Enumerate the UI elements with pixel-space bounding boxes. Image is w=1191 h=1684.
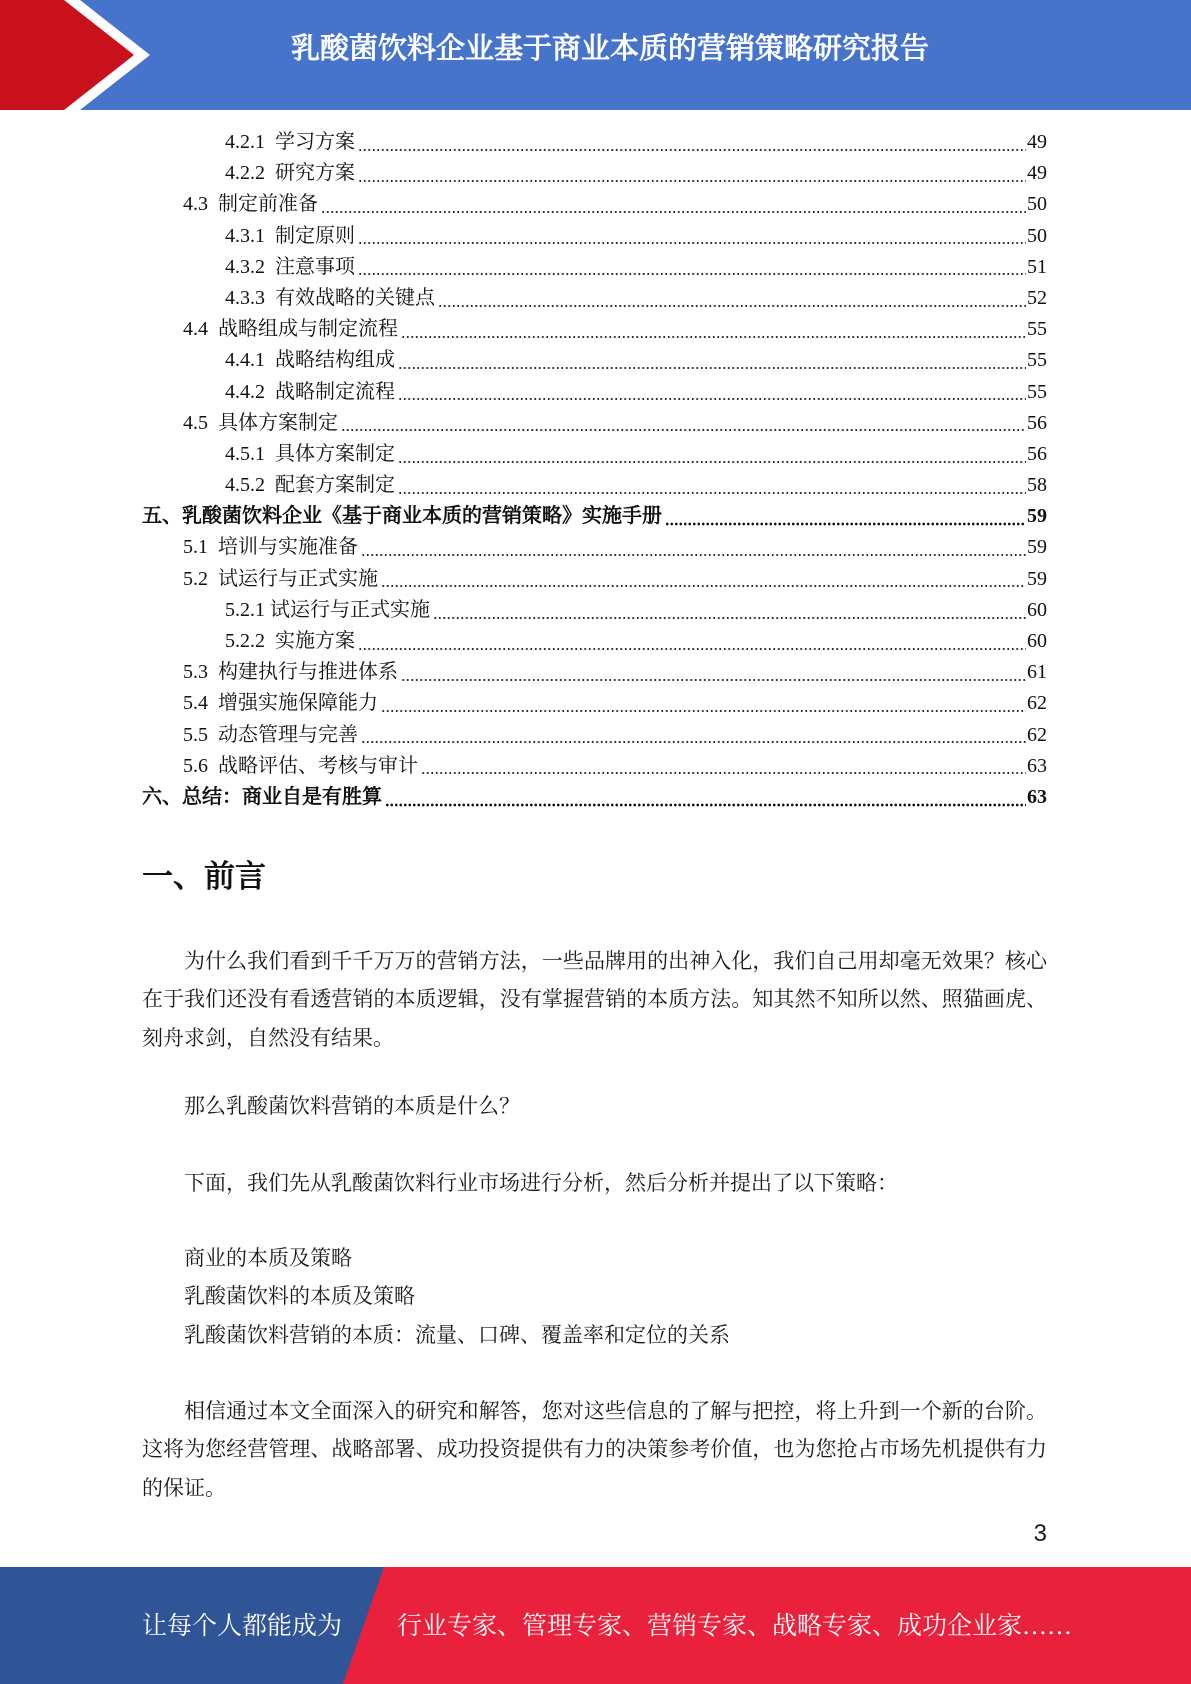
- toc-entry-label: 4.5 具体方案制定: [183, 411, 338, 434]
- toc-entry[interactable]: [142, 501, 1047, 532]
- toc-entry[interactable]: [142, 127, 1047, 158]
- toc-dot-leader: [321, 210, 1026, 214]
- toc-dot-leader: [421, 771, 1026, 775]
- toc-entry[interactable]: [142, 720, 1047, 751]
- list-item: 商业的本质及策略: [184, 1246, 352, 1270]
- paragraph-line: 的保证。: [142, 1475, 226, 1500]
- toc-page-number: 61: [1027, 661, 1047, 684]
- toc-page-number: 56: [1027, 442, 1047, 465]
- toc-entry-label: 4.5.1 具体方案制定: [225, 442, 395, 465]
- toc-dot-leader: [398, 491, 1026, 495]
- toc-page-number: 49: [1027, 162, 1047, 185]
- toc-page-number: 55: [1027, 380, 1047, 403]
- toc-page-number: 56: [1027, 411, 1047, 434]
- body-paragraph: [142, 942, 1047, 1057]
- toc-entry[interactable]: [142, 470, 1047, 501]
- toc-dot-leader: [341, 428, 1026, 432]
- toc-entry[interactable]: [142, 751, 1047, 782]
- toc-entry[interactable]: [142, 189, 1047, 220]
- toc-entry[interactable]: [142, 283, 1047, 314]
- toc-dot-leader: [358, 647, 1026, 651]
- paragraph-line: 下面，我们先从乳酸菌饮料行业市场进行分析，然后分析并提出了以下策略：: [184, 1171, 898, 1195]
- body-paragraph: [142, 1164, 1047, 1202]
- toc-entry-label: 5.5 动态管理与完善: [183, 723, 358, 746]
- paragraph-line: 刻舟求剑，自然没有结果。: [142, 1025, 394, 1050]
- toc-entry[interactable]: [142, 595, 1047, 626]
- toc-entry[interactable]: [142, 158, 1047, 189]
- toc-entry-label: 5.2.2 实施方案: [225, 630, 355, 652]
- paragraph-line: 在于我们还没有看透营销的本质逻辑，没有掌握营销的本质方法。知其然不知所以然、照猫画虎、: [142, 987, 1047, 1012]
- toc-dot-leader: [401, 335, 1026, 339]
- toc-page-number: 58: [1027, 474, 1047, 497]
- toc-entry-label: 5.6 战略评估、考核与审计: [183, 754, 418, 777]
- toc-page-number: 55: [1027, 349, 1047, 372]
- toc-entry-label: 4.4 战略组成与制定流程: [183, 318, 398, 341]
- toc-dot-leader: [401, 678, 1026, 682]
- table-of-contents: [142, 127, 1047, 813]
- toc-entry-label: 五、乳酸菌饮料企业《基于商业本质的营销策略》实施手册: [142, 505, 662, 528]
- footer-slogan-left: 让每个人都能成为: [142, 1613, 343, 1640]
- toc-page-number: 51: [1027, 255, 1047, 278]
- paragraph-line: 为什么我们看到千千万万的营销方法，一些品牌用的出神入化，我们自己用却毫无效果？核心: [184, 949, 1047, 973]
- toc-entry-label: 4.5.2 配套方案制定: [225, 474, 395, 497]
- paragraph-line: 相信通过本文全面深入的研究和解答，您对这些信息的了解与把控，将上升到一个新的台阶。: [184, 1399, 1047, 1423]
- footer-slogan-right: 行业专家、管理专家、营销专家、战略专家、成功企业家……: [397, 1613, 1073, 1640]
- toc-entry[interactable]: [142, 782, 1047, 813]
- body-paragraph: [142, 1392, 1047, 1507]
- toc-entry-label: 4.2.2 研究方案: [225, 162, 355, 185]
- toc-entry[interactable]: [142, 252, 1047, 283]
- toc-entry-label: 5.2 试运行与正式实施: [183, 567, 378, 590]
- toc-entry-label: 5.2.1 试运行与正式实施: [225, 598, 430, 621]
- toc-page-number: 59: [1027, 567, 1047, 590]
- toc-entry[interactable]: [142, 408, 1047, 439]
- paragraph-line: 这将为您经营管理、战略部署、成功投资提供有力的决策参考价值，也为您抢占市场先机提供有力: [142, 1437, 1047, 1462]
- toc-entry-label: 4.3.1 制定原则: [225, 224, 355, 247]
- toc-entry[interactable]: [142, 314, 1047, 345]
- toc-entry[interactable]: [142, 377, 1047, 408]
- toc-dot-leader: [358, 148, 1026, 152]
- toc-entry[interactable]: [142, 564, 1047, 595]
- toc-entry[interactable]: [142, 688, 1047, 719]
- toc-dot-leader: [398, 397, 1026, 401]
- toc-page-number: 62: [1027, 723, 1047, 746]
- toc-entry-label: 4.4.1 战略结构组成: [225, 349, 395, 372]
- toc-entry-label: 4.3.3 有效战略的关键点: [225, 286, 435, 309]
- toc-entry-label: 六、总结：商业自是有胜算: [142, 785, 382, 808]
- report-title: 乳酸菌饮料企业基于商业本质的营销策略研究报告: [290, 31, 929, 65]
- toc-dot-leader: [433, 616, 1026, 620]
- toc-dot-leader: [438, 304, 1026, 308]
- toc-dot-leader: [385, 803, 1026, 807]
- toc-dot-leader: [398, 460, 1026, 464]
- toc-page-number: 63: [1027, 785, 1047, 808]
- toc-dot-leader: [358, 241, 1026, 245]
- toc-dot-leader: [381, 584, 1026, 588]
- toc-page-number: 59: [1027, 505, 1047, 528]
- list-item: 乳酸菌饮料营销的本质：流量、口碑、覆盖率和定位的关系: [184, 1322, 730, 1347]
- section-heading: 一、前言: [142, 859, 266, 895]
- toc-entry[interactable]: [142, 532, 1047, 563]
- toc-entry[interactable]: [142, 439, 1047, 470]
- toc-dot-leader: [665, 522, 1026, 526]
- toc-entry-label: 5.1 培训与实施准备: [183, 536, 358, 559]
- toc-entry-label: 4.3 制定前准备: [183, 193, 318, 216]
- toc-entry-label: 5.3 构建执行与推进体系: [183, 661, 398, 684]
- page-footer: [0, 1567, 1191, 1684]
- toc-page-number: 52: [1027, 286, 1047, 309]
- toc-dot-leader: [381, 709, 1026, 713]
- body-paragraph: [142, 1087, 1047, 1125]
- page-number: 3: [1033, 1520, 1047, 1547]
- toc-dot-leader: [358, 272, 1026, 276]
- toc-page-number: 50: [1027, 193, 1047, 216]
- toc-page-number: 63: [1027, 754, 1047, 777]
- toc-page-number: 60: [1027, 630, 1047, 652]
- toc-entry[interactable]: [142, 626, 1047, 657]
- toc-page-number: 50: [1027, 224, 1047, 247]
- toc-dot-leader: [358, 179, 1026, 183]
- toc-entry-label: 4.2.1 学习方案: [225, 131, 355, 153]
- toc-entry-label: 4.3.2 注意事项: [225, 255, 355, 278]
- paragraph-line: 那么乳酸菌饮料营销的本质是什么？: [184, 1094, 520, 1118]
- toc-page-number: 62: [1027, 692, 1047, 715]
- toc-page-number: 49: [1027, 131, 1047, 153]
- toc-entry-label: 5.4 增强实施保障能力: [183, 692, 378, 715]
- toc-dot-leader: [361, 553, 1026, 557]
- toc-page-number: 60: [1027, 598, 1047, 621]
- page-header: [0, 0, 1191, 110]
- toc-entry[interactable]: [142, 221, 1047, 252]
- toc-dot-leader: [361, 740, 1026, 744]
- toc-page-number: 55: [1027, 318, 1047, 341]
- toc-entry[interactable]: [142, 345, 1047, 376]
- list-item: 乳酸菌饮料的本质及策略: [184, 1284, 415, 1309]
- toc-dot-leader: [398, 366, 1026, 370]
- toc-page-number: 59: [1027, 536, 1047, 559]
- toc-entry[interactable]: [142, 657, 1047, 688]
- toc-entry-label: 4.4.2 战略制定流程: [225, 380, 395, 403]
- strategy-list: [142, 1239, 1047, 1354]
